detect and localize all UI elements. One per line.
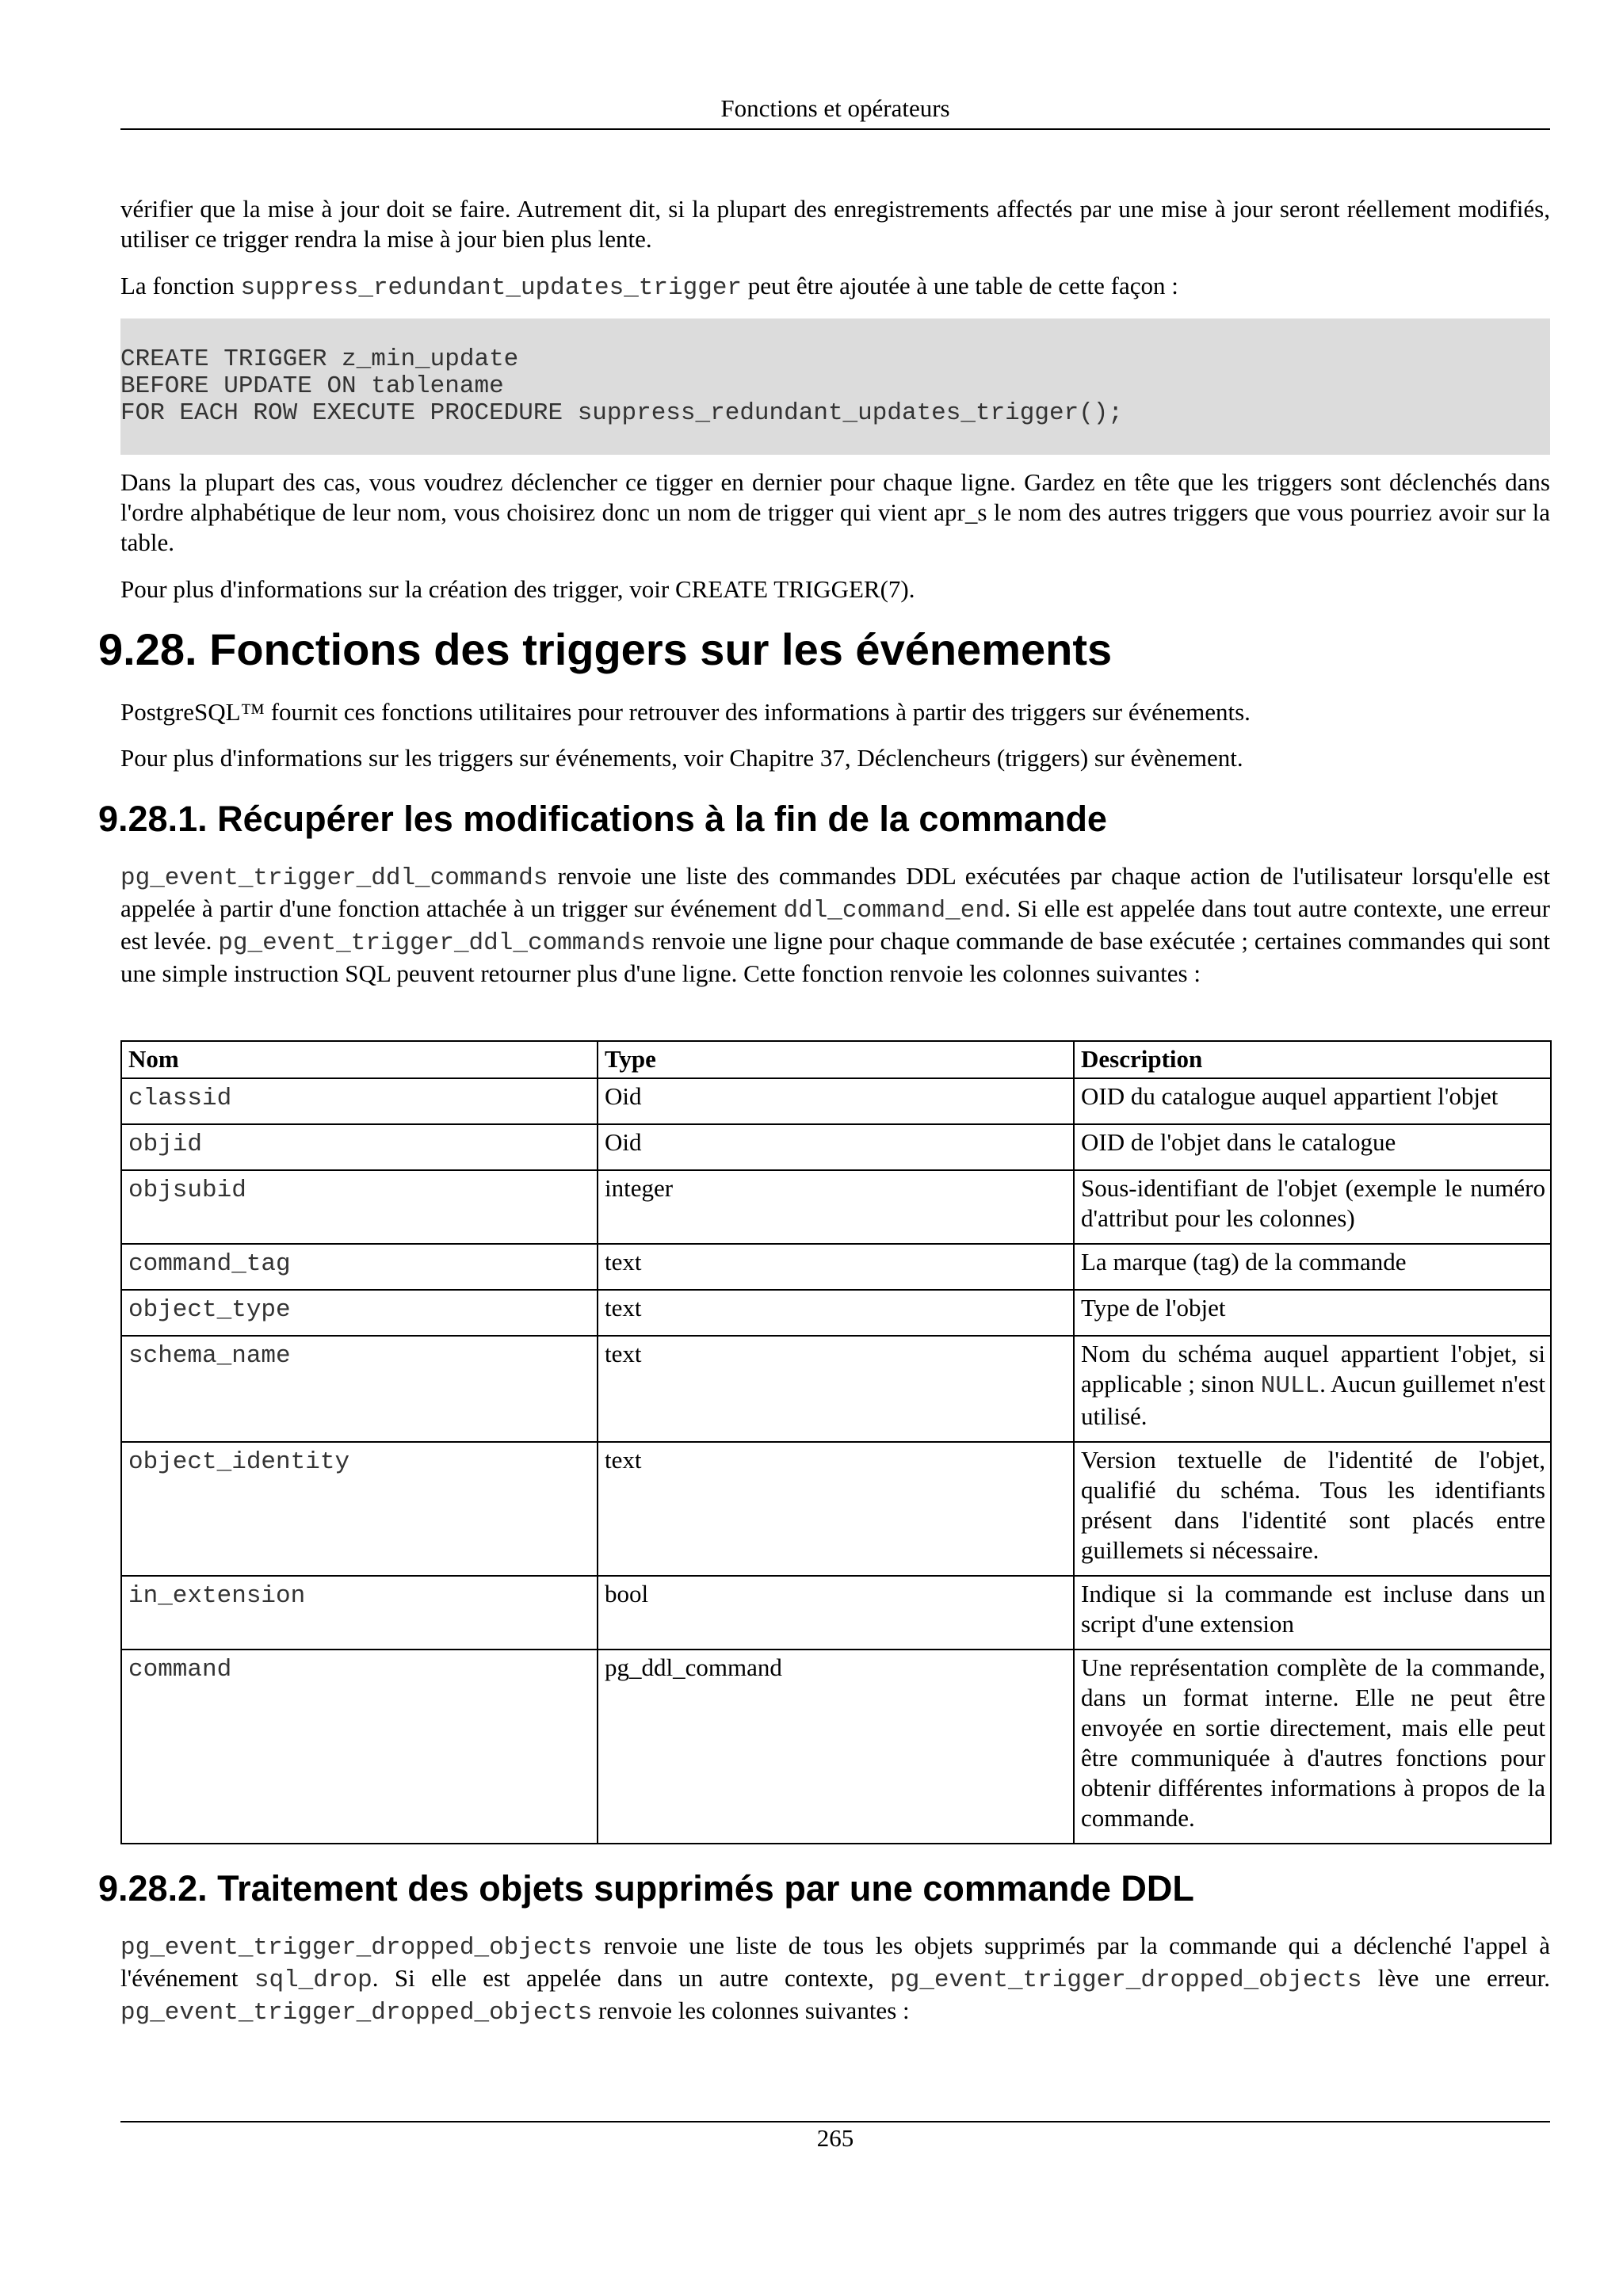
- table-cell-type: integer: [598, 1170, 1074, 1244]
- section-9-28-2-paragraph: pg_event_trigger_dropped_objects renvoie une liste de tous les objets supprimés par la commande qui a déclenché l'appel à l'événement sql_drop. Si elle est appelée dans un autre contexte, pg_event_trigger_dropped_objects lève une erreur. pg_event_trigger_dropped_objects renvoie les colonnes suivantes :: [120, 1932, 1550, 2027]
- table-row: [121, 1170, 1551, 1244]
- intro-paragraph-4: Pour plus d'informations sur la création des trigger, voir CREATE TRIGGER(7).: [120, 575, 915, 603]
- table-cell-name: objsubid: [121, 1170, 598, 1244]
- table-header-row: [121, 1041, 1551, 1078]
- inline-code-function: pg_event_trigger_ddl_commands: [218, 929, 646, 957]
- table-header-cell: Type: [598, 1041, 1074, 1078]
- table-cell-description: Sous-identifiant de l'objet (exemple le numéro d'attribut pour les colonnes): [1074, 1170, 1551, 1244]
- columns-table: [120, 1040, 1552, 1844]
- table-cell-name: object_type: [121, 1290, 598, 1336]
- section-9-28-paragraph-1: PostgreSQL™ fournit ces fonctions utilitaires pour retrouver des informations à partir des triggers sur événements.: [120, 698, 1251, 726]
- table-row: [121, 1244, 1551, 1290]
- table-cell-description: Type de l'objet: [1074, 1290, 1551, 1336]
- table-cell-type: bool: [598, 1576, 1074, 1650]
- inline-code-null: NULL: [1260, 1372, 1320, 1400]
- inline-code-event: ddl_command_end: [783, 897, 1005, 925]
- inline-code-function: suppress_redundant_updates_trigger: [240, 274, 743, 302]
- table-cell-type: Oid: [598, 1078, 1074, 1124]
- header-rule: [120, 128, 1550, 130]
- table-cell-type: text: [598, 1336, 1074, 1442]
- inline-code-event: sql_drop: [254, 1966, 372, 1994]
- code-block: [120, 318, 1550, 455]
- table-cell-type: text: [598, 1290, 1074, 1336]
- table-row: [121, 1336, 1551, 1442]
- section-heading-9-28: 9.28. Fonctions des triggers sur les événements: [98, 624, 1113, 674]
- table-cell-name: command_tag: [121, 1244, 598, 1290]
- table-row: [121, 1650, 1551, 1844]
- table-cell-name: schema_name: [121, 1336, 598, 1442]
- inline-code-function: pg_event_trigger_dropped_objects: [120, 1999, 593, 2027]
- table-cell-description: Indique si la commande est incluse dans un script d'une extension: [1074, 1576, 1551, 1650]
- table-cell-description: OID de l'objet dans le catalogue: [1074, 1124, 1551, 1170]
- section-9-28-paragraph-2: Pour plus d'informations sur les triggers sur événements, voir Chapitre 37, Déclencheurs (triggers) sur évènement.: [120, 744, 1243, 772]
- table-cell-description: Version textuelle de l'identité de l'objet, qualifié du schéma. Tous les identifiants présent dans l'identité sont placés entre guillemets si nécessaire.: [1074, 1442, 1551, 1576]
- table-cell-name: command: [121, 1650, 598, 1844]
- intro-paragraph-1: vérifier que la mise à jour doit se faire. Autrement dit, si la plupart des enregistrements affectés par une mise à jour seront réellement modifiés, utiliser ce trigger rendra la mise à jour bien plus lente.: [120, 195, 1550, 253]
- table-header-cell: Nom: [121, 1041, 598, 1078]
- table-row: [121, 1078, 1551, 1124]
- table-cell-type: text: [598, 1442, 1074, 1576]
- table-cell-name: in_extension: [121, 1576, 598, 1650]
- table-cell-description: OID du catalogue auquel appartient l'objet: [1074, 1078, 1551, 1124]
- table-cell-name: object_identity: [121, 1442, 598, 1576]
- intro-paragraph-3: Dans la plupart des cas, vous voudrez déclencher ce tigger en dernier pour chaque ligne. Gardez en tête que les triggers sont déclenchés dans l'ordre alphabétique de leur nom, vous choisirez donc un nom de trigger qui vient apr_s le nom des autres triggers que vous pourriez avoir sur la table.: [120, 468, 1550, 556]
- intro-paragraph-2: La fonction suppress_redundant_updates_trigger peut être ajoutée à une table de cette façon :: [120, 272, 1178, 302]
- table-cell-type: text: [598, 1244, 1074, 1290]
- footer-rule: [120, 2121, 1550, 2122]
- table-cell-type: Oid: [598, 1124, 1074, 1170]
- section-9-28-1-paragraph: pg_event_trigger_ddl_commands renvoie une liste des commandes DDL exécutées par chaque action de l'utilisateur lorsqu'elle est appelée à partir d'une fonction attachée à un trigger sur événement ddl_command_end. Si elle est appelée dans tout autre contexte, une erreur est levée. pg_event_trigger_ddl_commands renvoie une ligne pour chaque commande de base exécutée ; certaines commandes qui sont une simple instruction SQL peuvent retourner plus d'une ligne. Cette fonction renvoie les colonnes suivantes :: [120, 862, 1550, 987]
- table-cell-name: objid: [121, 1124, 598, 1170]
- table-row: [121, 1576, 1551, 1650]
- section-heading-9-28-1: 9.28.1. Récupérer les modifications à la fin de la commande: [98, 799, 1107, 839]
- table-row: [121, 1290, 1551, 1336]
- table-cell-description: Une représentation complète de la commande, dans un format interne. Elle ne peut être envoyée en sortie directement, mais elle peut être communiquée à d'autres fonctions pour obtenir différentes informations à propos de la commande.: [1074, 1650, 1551, 1844]
- table-cell-name: classid: [121, 1078, 598, 1124]
- inline-code-function: pg_event_trigger_dropped_objects: [120, 1934, 593, 1962]
- table-cell-description: Nom du schéma auquel appartient l'objet, si applicable ; sinon NULL. Aucun guillemet n'est utilisé.: [1074, 1336, 1551, 1442]
- table-header-cell: Description: [1074, 1041, 1551, 1078]
- section-heading-9-28-2: 9.28.2. Traitement des objets supprimés par une commande DDL: [98, 1868, 1194, 1909]
- code-block-text: CREATE TRIGGER z_min_update BEFORE UPDATE ON tablename FOR EACH ROW EXECUTE PROCEDURE suppress_redundant_updates_trigger();: [120, 345, 1124, 427]
- inline-code-function: pg_event_trigger_ddl_commands: [120, 864, 548, 892]
- running-header: Fonctions et opérateurs: [720, 94, 950, 122]
- table-row: [121, 1442, 1551, 1576]
- table-cell-description: La marque (tag) de la commande: [1074, 1244, 1551, 1290]
- page-number: 265: [816, 2124, 854, 2152]
- inline-code-function: pg_event_trigger_dropped_objects: [890, 1966, 1362, 1994]
- table-cell-type: pg_ddl_command: [598, 1650, 1074, 1844]
- table-row: [121, 1124, 1551, 1170]
